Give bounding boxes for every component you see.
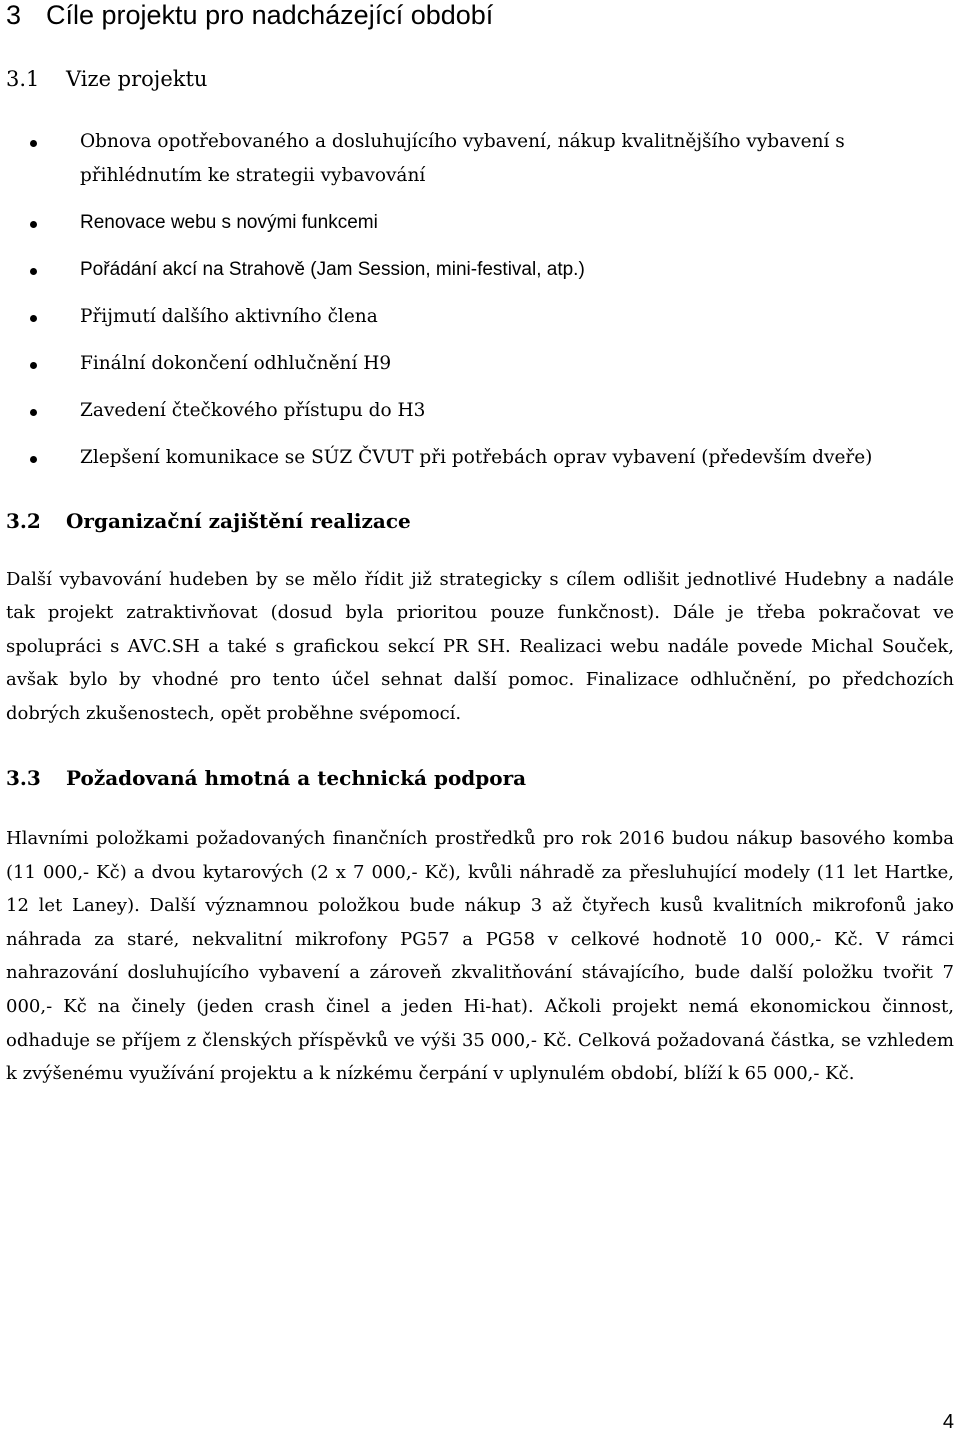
section-heading-vision xyxy=(6,66,207,92)
section-heading-organization xyxy=(6,508,411,534)
list-item xyxy=(6,441,954,475)
section-title: Organizační zajištění realizace xyxy=(66,509,411,533)
section-heading-support xyxy=(6,765,526,791)
bullet-icon xyxy=(30,409,37,416)
list-item-text: Přijmutí dalšího aktivního člena xyxy=(80,306,378,327)
list-item xyxy=(6,125,954,193)
page-number: 4 xyxy=(942,1411,954,1433)
chapter-heading xyxy=(6,0,493,30)
list-item-text: Zlepšení komunikace se SÚZ ČVUT při potřebách oprav vybavení (především dveře) xyxy=(80,447,873,468)
list-item xyxy=(6,300,954,334)
list-item-text: Pořádání akcí na Strahově (Jam Session, mini-festival, atp.) xyxy=(80,259,585,280)
chapter-number: 3 xyxy=(6,0,22,30)
bullet-icon xyxy=(30,362,37,369)
support-paragraph: Hlavními položkami požadovaných finančních prostředků pro rok 2016 budou nákup basového komba (11 000,- Kč) a dvou kytarových (2 x 7 000,- Kč), kvůli náhradě za přesluhující modely (11 let Hartke, 12 let Laney). Další významnou položkou bude nákup 3 až čtyřech kusů kvalitních mikrofonů jako náhrada za staré, nekvalitní mikrofony PG57 a PG58 v celkové hodnotě 10 000,- Kč. V rámci nahrazování dosluhujícího vybavení a zároveň zkvalitňování stávajícího, bude další položku tvořit 7 000,- Kč na činely (jeden crash činel a jeden Hi-hat). Ačkoli projekt nemá ekonomickou činnost, odhaduje se příjem z členských příspěvků ve výši 35 000,- Kč. Celková požadovaná částka, se vzhledem k zvýšenému využívání projektu a k nízkému čerpání v uplynulém období, blíží k 65 000,- Kč. xyxy=(6,828,954,1085)
list-item-text: Obnova opotřebovaného a dosluhujícího vybavení, nákup kvalitnějšího vybavení s přihlédnutím ke strategii vybavování xyxy=(80,131,845,186)
section-number: 3.1 xyxy=(6,67,40,91)
bullet-icon xyxy=(30,268,37,275)
bullet-icon xyxy=(30,315,37,322)
section-title: Požadovaná hmotná a technická podpora xyxy=(66,766,527,790)
list-item xyxy=(6,253,954,287)
chapter-title: Cíle projektu pro nadcházející období xyxy=(46,0,494,30)
vision-goals-list xyxy=(6,125,954,488)
list-item xyxy=(6,206,954,240)
bullet-icon xyxy=(30,456,37,463)
list-item xyxy=(6,347,954,381)
list-item xyxy=(6,394,954,428)
section-title: Vize projektu xyxy=(66,67,208,91)
list-item-text: Renovace webu s novými funkcemi xyxy=(80,212,378,233)
list-item-text: Finální dokončení odhlučnění H9 xyxy=(80,353,392,374)
organization-paragraph: Další vybavování hudeben by se mělo řídit již strategicky s cílem odlišit jednotlivé Hudebny a nadále tak projekt zatraktivňovat (dosud byla prioritou pouze funkčnost). Dále je třeba pokračovat ve spolupráci s AVC.SH a také s grafickou sekcí PR SH. Realizaci webu nadále povede Michal Souček, avšak bylo by vhodné pro tento účel sehnat další pomoc. Finalizace odhlučnění, po předchozích dobrých zkušenostech, opět proběhne svépomocí. xyxy=(6,569,954,724)
document-page xyxy=(6,0,954,1436)
section-number: 3.2 xyxy=(6,509,41,533)
bullet-icon xyxy=(30,140,37,147)
bullet-icon xyxy=(30,221,37,228)
section-number: 3.3 xyxy=(6,766,41,790)
list-item-text: Zavedení čtečkového přístupu do H3 xyxy=(80,400,426,421)
